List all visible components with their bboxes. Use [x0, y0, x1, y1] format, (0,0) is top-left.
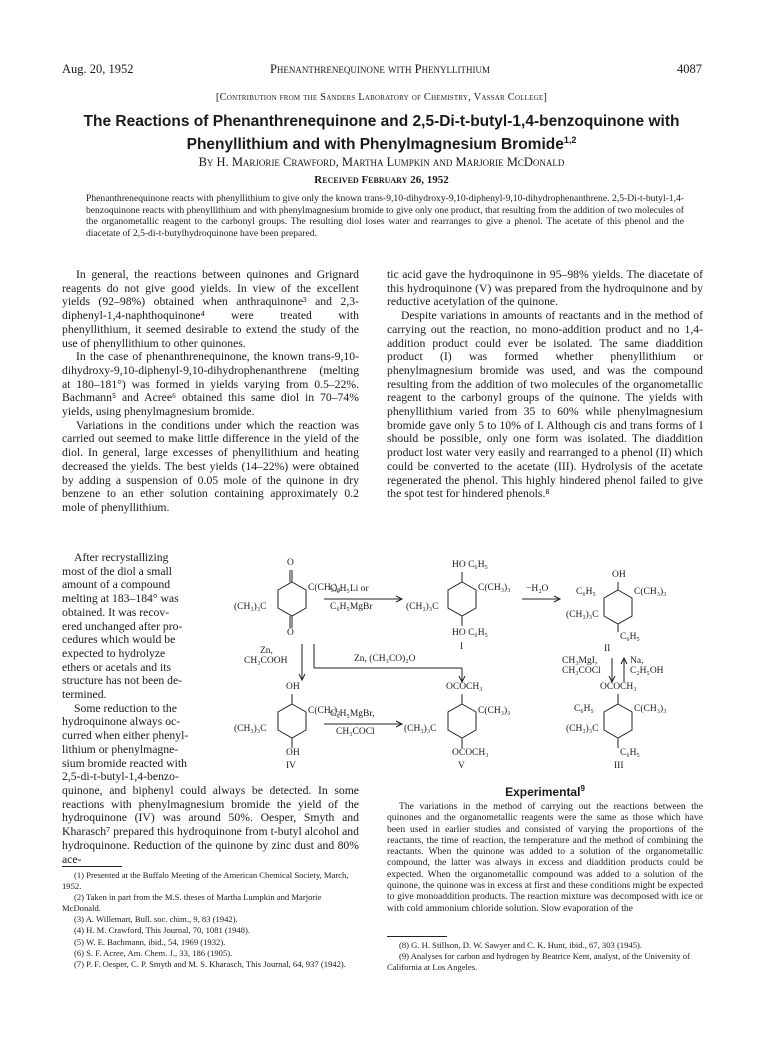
left-wrapped-text	[62, 551, 242, 784]
right-column-text	[387, 268, 703, 501]
wrap-line: termined.	[62, 688, 107, 702]
compound-label-I: I	[460, 642, 464, 652]
wrap-line: amount of a compound	[62, 578, 171, 592]
experimental-heading	[387, 784, 703, 799]
phenol-ring	[604, 590, 632, 624]
footnote-rule-right	[387, 936, 447, 937]
zinc-acetic-anhydride: Zn, (CH₃CO)₂O	[354, 654, 416, 664]
hydrolysis-reagent-1: Na,	[630, 656, 644, 666]
hydrolysis-reagent-2: C₂H₅OH	[630, 666, 664, 676]
quinone-ring	[278, 582, 306, 616]
wrap-line: structure has not been de-	[62, 674, 183, 688]
compound-label-III: III	[614, 761, 624, 771]
wrap-line: ethers or acetals and its	[62, 660, 172, 674]
paper-title	[60, 112, 703, 154]
phenol-phenyl: C₆H₅	[576, 587, 596, 597]
left-paragraph-5-text: quinone, and biphenyl could always be detected. In some reactions with phenylmagnesium bromide the yield of the hydroquinone (IV) was around 50%. Oesper, Smyth and Kharasch⁷ prepared this hydroquinone from t-butyl alcohol and hydroquinone. Reduction of the quinone by zinc dust and 80% ace-	[62, 784, 359, 866]
compound-label-V: V	[458, 761, 465, 771]
hydroquinone-bottom-oh: OH	[286, 748, 300, 758]
wrap-line: curred when either phenyl-	[62, 729, 189, 743]
header-page-number: 4087	[677, 62, 702, 76]
hydroquinone-ring	[278, 704, 306, 738]
footnote-8: (8) G. H. Stillson, D. W. Sawyer and C. K. Hunt, ibid., 67, 303 (1945).	[399, 940, 643, 950]
wrap-line: After recrystallizing	[74, 551, 169, 564]
experimental-paragraph: The variations in the method of carrying out the reactions between the quinones and the organometallic reagents were the same as those which have been used in earlier studies and consisted of varying the proportions of the reactants, the time of reaction, the temperature and the method of combining the reactants. When the quinone was added to a solution of the organometallic compound, the latter was always in excess and diaddition products could be expected. When the organometallic compound was added to a solution of the quinone, the quinone was in excess at first and these conditions might be expected to give monoaddition products. The reaction mixture was decomposed with ice or with cold ammonium chloride solution. Slow evaporation of the	[387, 801, 703, 914]
diacetate-top: OCOCH₃	[446, 682, 483, 692]
footnotes-right	[387, 940, 703, 973]
wrap-line: ered unchanged after pro-	[62, 619, 183, 633]
footnote-3: (3) A. Willemart, Bull. soc. chim., 9, 83 (1942).	[74, 914, 238, 925]
footnote-rule-left	[62, 866, 122, 867]
received-date: Received February 26, 1952	[314, 174, 449, 186]
acetylation-reagent-2: CH₃COCl	[562, 666, 601, 676]
wrap-line: obtained. It was recov-	[62, 605, 170, 619]
phenol-oh: OH	[612, 570, 626, 580]
left-paragraph-3: Variations in the conditions under which the reaction was carried out seemed to make little difference in the yield of the diol. In general, large excesses of phenyllithium and heating decreased the yields. The best yields (14–22%) were obtained by adding a suspension of 0.05 mole of the quinone in dry benzene to an ether solution containing approximately 0.2 mole of phenyllithium.	[62, 418, 359, 514]
diacetate-right-substituent: C(CH₃)₃	[478, 706, 511, 716]
reagent2-grignard: C₆H₅MgBr,	[330, 709, 375, 719]
compound-label-II: II	[604, 644, 611, 654]
reagent-grignard: C₆H₅MgBr	[330, 602, 373, 612]
footnote-4: (4) H. M. Crawford, This Journal, 70, 1081 (1948).	[74, 925, 250, 936]
footnote-6: (6) S. F. Acree, Am. Chem. J., 33, 186 (1905).	[74, 947, 233, 958]
diol-left-substituent: (CH₃)₃C	[406, 602, 439, 612]
paper-title-text: The Reactions of Phenanthrenequinone and 2,5-Di-t-butyl-1,4-benzoquinone with Phenyllithium and with Phenylmagnesium Bromide	[83, 113, 680, 154]
footnote-5: (5) W. E. Bachmann, ibid., 54, 1969 (1932).	[74, 936, 226, 947]
wrap-line: 2,5-di-t-butyl-1,4-benzo-	[62, 770, 179, 784]
phenol-bottom-phenyl: C₆H₅	[620, 632, 640, 642]
compound-label-IV: IV	[286, 761, 297, 771]
right-paragraph-1: tic acid gave the hydroquinone in 95–98% yields. The diacetate of this hydroquinone (V) was prepared from the hydroquinone and by reductive acetylation of the quinone.	[387, 268, 703, 309]
hydroquinone-right-substituent: C(CH₃)₃	[308, 706, 341, 716]
reaction-scheme	[230, 552, 710, 778]
wrap-line: Some reduction to the	[74, 701, 177, 715]
acetate-phenyl: C₆H₅	[574, 704, 594, 714]
wrap-line: expected to hydrolyze	[62, 646, 166, 660]
diol-bottom-substituents: HO C₆H₅	[452, 628, 488, 638]
footnote-2: (2) Taken in part from the M.S. theses of Martha Lumpkin and Marjorie McDonald.	[62, 892, 322, 914]
quinone-bottom-o: O	[287, 628, 294, 638]
diacetate-ring	[448, 704, 476, 738]
acetylation-reagent-1: CH₃MgI,	[562, 656, 598, 666]
zinc-reagent-1: Zn,	[260, 646, 273, 656]
wrap-line: cedures which would be	[62, 633, 176, 647]
left-paragraph-1: In general, the reactions between quinones and Grignard reagents do not give good yields. In view of the excellent yields (92–98%) obtained when anthraquinone³ and 2,3-diphenyl-1,4-naphthoquinone⁴ were treated with phenyllithium, it seemed desirable to extend the study of the use of phenyllithium to other quinones.	[62, 268, 359, 350]
abstract: Phenanthrenequinone reacts with phenyllithium to give only the known trans-9,10-dihydroxy-9,10-diphenyl-9,10-dihydrophenanthrene. 2,5-Di-t-butyl-1,4-benzoquinone reacts with phenyllithium and with phenylmagnesium bromide to give only one product, that resulting from the addition of two molecules of the organometallic reagent to the carbonyl groups. The resulting diol loses water and rearranges to give a phenol. The acetate of this phenol and the diacetate of 2,5-di-t-butylhydroquinone have been prepared.	[86, 193, 684, 239]
contribution-note: [Contribution from the Sanders Laboratory of Chemistry, Vassar College]	[215, 92, 548, 103]
acetate-left-substituent: (CH₃)₃C	[566, 724, 599, 734]
acetate-top: OCOCH₃	[600, 682, 637, 692]
phenol-left-substituent: (CH₃)₃C	[566, 610, 599, 620]
diol-top-substituents: HO C₆H₅	[452, 560, 488, 570]
header-date: Aug. 20, 1952	[62, 62, 134, 76]
experimental-text	[387, 801, 703, 914]
acetate-right-substituent: C(CH₃)₃	[634, 704, 667, 714]
reagent2-acetyl-chloride: CH₃COCl	[336, 727, 375, 737]
left-paragraph-5-rest	[62, 784, 359, 866]
authors: By H. Marjorie Crawford, Martha Lumpkin and Marjorie McDonald	[198, 155, 565, 169]
footnote-1: (1) Presented at the Buffalo Meeting of the American Chemical Society, March, 1952.	[62, 870, 349, 892]
diacetate-left-substituent: (CH₃)₃C	[404, 724, 437, 734]
left-paragraph-2: In the case of phenanthrenequinone, the known trans-9,10-dihydroxy-9,10-diphenyl-9,10-dihydrophenanthrene (melting at 180–181°) was formed in yields varying from 0.5–22%. Bachmann⁵ and Acree⁶ obtained this same diol in 70–74% yields, using phenylmagnesium bromide.	[62, 350, 359, 419]
footnote-9: (9) Analyses for carbon and hydrogen by Beatrice Kent, analyst, of the University of California at Los Angeles.	[387, 951, 690, 973]
footnotes-left	[62, 870, 359, 970]
header-running-title: Phenanthrenequinone with Phenyllithium	[269, 62, 491, 76]
experimental-footnote-mark: 9	[580, 784, 585, 793]
diol-ring	[448, 582, 476, 616]
diol-right-substituent: C(CH₃)₃	[478, 583, 511, 593]
footnote-7: (7) P. F. Oesper, C. P. Smyth and M. S. Kharasch, This Journal, 64, 937 (1942).	[74, 958, 346, 969]
left-column-text	[62, 268, 359, 515]
phenol-right-substituent: C(CH₃)₃	[634, 587, 667, 597]
wrap-line: lithium or phenylmagne-	[62, 742, 179, 756]
experimental-heading-text: Experimental	[505, 785, 581, 799]
zinc-reagent-2: CH₃COOH	[244, 656, 288, 666]
wrap-line: melting at 183–184° was	[62, 592, 179, 606]
dehydration-label: −H₂O	[526, 584, 549, 594]
diacetate-bottom: OCOCH₃	[452, 748, 489, 758]
quinone-right-substituent: C(CH₃)₃	[308, 583, 341, 593]
reagent-phenyllithium: C₆H₅Li or	[330, 584, 369, 594]
wrap-line: sium bromide reacted with	[62, 756, 187, 770]
hydroquinone-top-oh: OH	[286, 682, 300, 692]
right-paragraph-2: Despite variations in amounts of reactants and in the method of carrying out the reaction, no mono-addition product and no 1,4-addition product could ever be isolated. The same diaddition product (I) was formed whether phenyllithium or phenylmagnesium bromide was used, and was the compound resulting from the addition of two molecules of the organometallic reagent to the carbonyl groups of the quinone. The yields with phenyllithium varied from 35 to 60% while phenylmagnesium bromide gave only 5 to 10% of I. Although cis and trans forms of I should be possible, only one form was isolated. The diaddition product lost water very easily and rearranged to a phenol (II) which could be converted to the acetate (III). Hydrolysis of the acetate regenerated the phenol. This highly hindered phenol failed to give the spot test for hindered phenols.⁸	[387, 309, 703, 501]
acetate-ring	[604, 704, 632, 738]
wrap-line: most of the diol a small	[62, 564, 173, 578]
title-footnote-marks: 1,2	[563, 135, 577, 145]
wrap-line: hydroquinone always oc-	[62, 715, 181, 729]
acetate-bottom-phenyl: C₆H₅	[620, 748, 640, 758]
quinone-left-substituent: (CH₃)₃C	[234, 602, 267, 612]
quinone-top-o: O	[287, 558, 294, 568]
hydroquinone-left-substituent: (CH₃)₃C	[234, 724, 267, 734]
